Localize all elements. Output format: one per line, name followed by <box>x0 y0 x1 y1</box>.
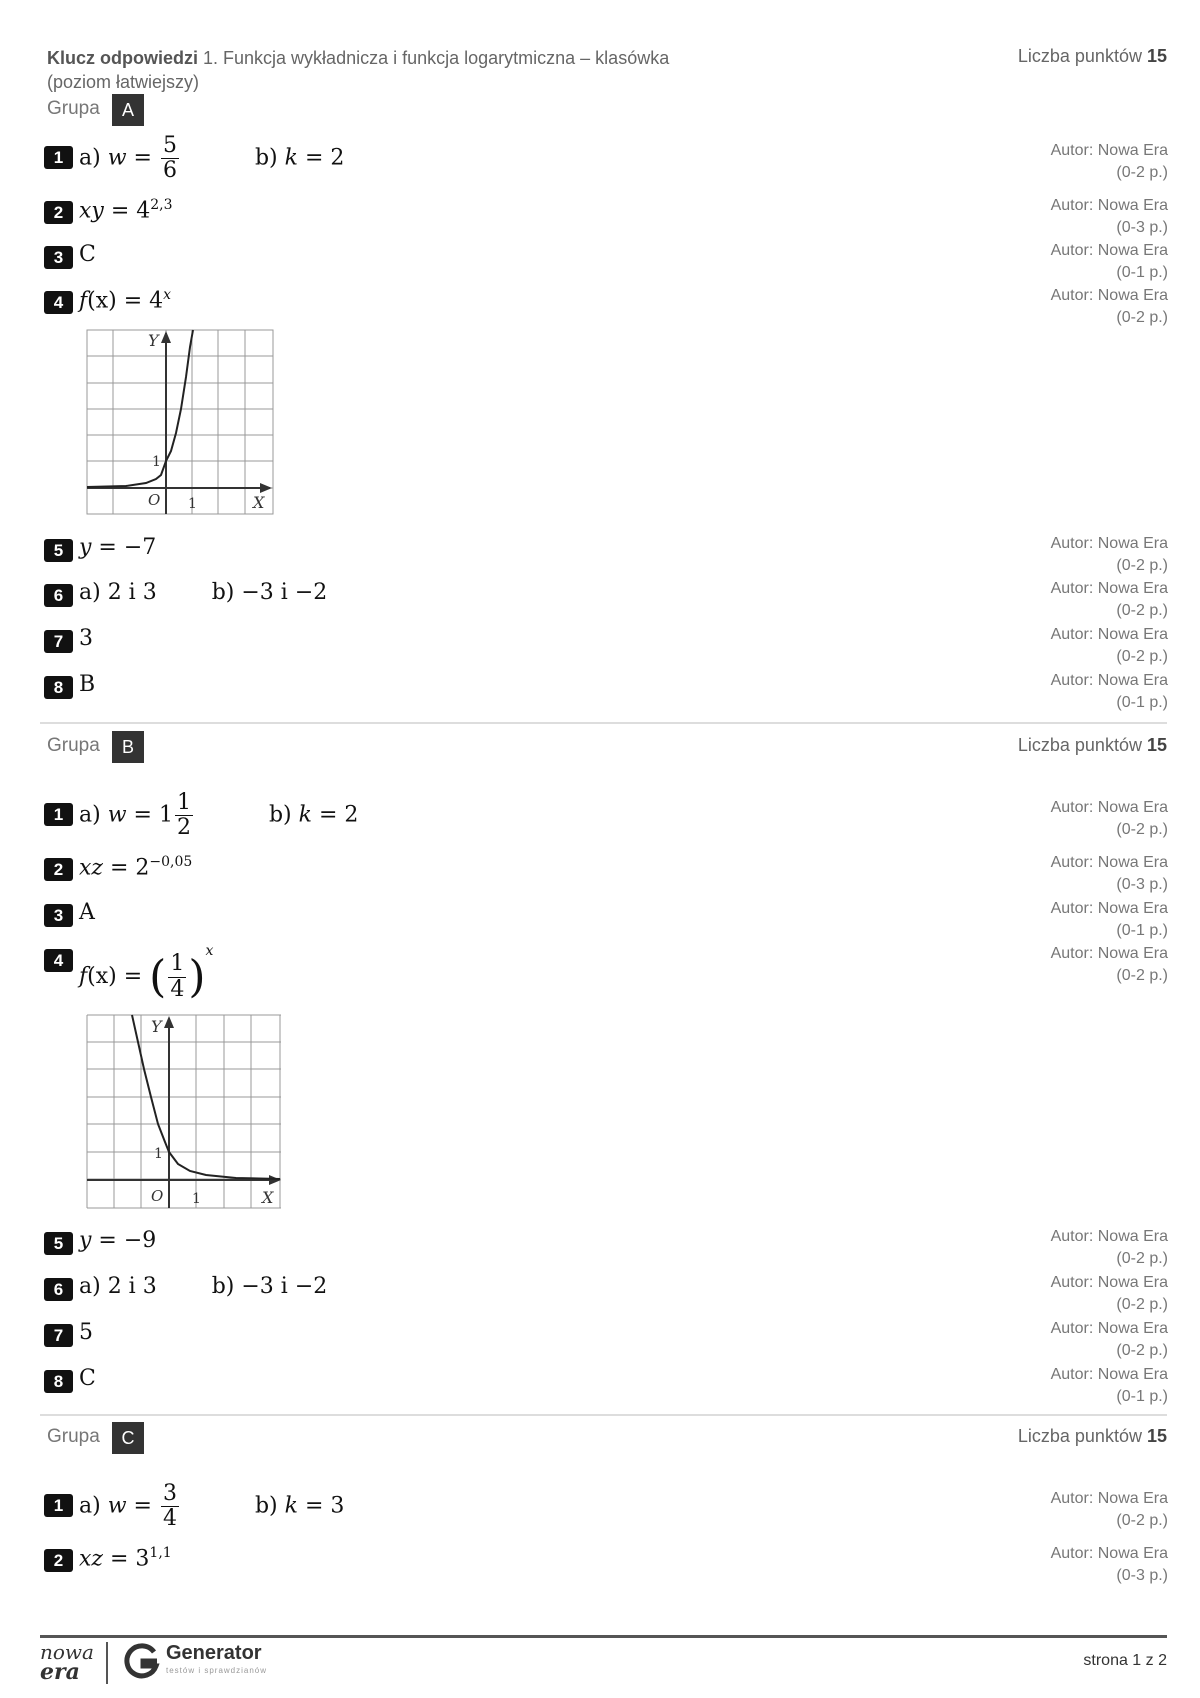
graph-one-y: 1 <box>154 1146 163 1162</box>
group-label: Grupa <box>47 1426 100 1447</box>
footer-separator <box>106 1642 108 1684</box>
document-header <box>47 46 1167 94</box>
task-answer: a) w = $\frac{5}{6}$ b) k = 2 <box>79 133 345 184</box>
task-meta: Autor: Nowa Era (0-2 p.) <box>1050 1228 1168 1267</box>
group-letter-badge: B <box>112 731 144 763</box>
generator-logo-icon <box>121 1642 161 1682</box>
page-number: strona 1 z 2 <box>1083 1652 1167 1669</box>
task-number: 4 <box>44 291 73 314</box>
group-letter-badge: C <box>112 1422 144 1454</box>
task-answer: f(x) = ( $\frac{1}{4}$ )$^x$ <box>79 943 214 1003</box>
document-title <box>47 46 727 94</box>
task-answer: xz = $3^{1,1}$ <box>79 1545 172 1572</box>
task-answer: C <box>79 242 96 267</box>
section-divider <box>40 722 1167 724</box>
nowa-era-logo: nowa era <box>40 1640 94 1685</box>
task-meta: Autor: Nowa Era (0-2 p.) <box>1050 626 1168 665</box>
group-a-header <box>47 94 1167 126</box>
task-meta: Autor: Nowa Era (0-2 p.) <box>1050 287 1168 326</box>
task-meta: Autor: Nowa Era (0-1 p.) <box>1050 1366 1168 1405</box>
task-number: 8 <box>44 676 73 699</box>
task-answer: $f(x) = 4^x$ <box>79 287 172 314</box>
task-meta: Autor: Nowa Era (0-2 p.) <box>1050 1320 1168 1359</box>
generator-brand-sub: testów i sprawdzianów <box>166 1666 268 1675</box>
task-answer: C <box>79 1366 96 1391</box>
graph-origin: O <box>151 1187 164 1205</box>
graph-one-y: 1 <box>152 454 161 470</box>
task-number: 2 <box>44 1549 73 1572</box>
group-label: Grupa <box>47 735 100 756</box>
task-meta: Autor: Nowa Era (0-2 p.) <box>1050 535 1168 574</box>
task-number: 3 <box>44 904 73 927</box>
task-number: 8 <box>44 1370 73 1393</box>
group-points: Liczba punktów 15 <box>1017 1426 1167 1446</box>
task-meta: Autor: Nowa Era (0-1 p.) <box>1050 900 1168 939</box>
task-answer: B <box>79 672 96 697</box>
graph-y-label: Y <box>148 331 159 350</box>
task-number: 7 <box>44 630 73 653</box>
task-number: 5 <box>44 1232 73 1255</box>
total-points: Liczba punktów 15 <box>1017 46 1167 66</box>
task-meta: Autor: Nowa Era (0-2 p.) <box>1050 799 1168 838</box>
title-bold: Klucz odpowiedzi <box>47 48 198 68</box>
title-rest: 1. Funkcja wykładnicza i funkcja logarytmiczna – klasówka (poziom łatwiejszy) <box>47 48 670 92</box>
task-number: 2 <box>44 201 73 224</box>
group-c-header <box>47 1422 1167 1454</box>
graph-exp-decay <box>86 1014 282 1210</box>
graph-one-x: 1 <box>192 1191 201 1207</box>
task-number: 1 <box>44 146 73 169</box>
task-meta: Autor: Nowa Era (0-1 p.) <box>1050 672 1168 711</box>
task-meta: Autor: Nowa Era (0-1 p.) <box>1050 242 1168 281</box>
task-answer: A <box>79 900 95 925</box>
task-meta: Autor: Nowa Era (0-2 p.) <box>1050 1274 1168 1313</box>
task-meta: Autor: Nowa Era (0-2 p.) <box>1050 1490 1168 1529</box>
section-divider <box>40 1414 1167 1416</box>
task-number: 6 <box>44 1278 73 1301</box>
task-number: 3 <box>44 246 73 269</box>
generator-brand: Generator <box>166 1642 262 1664</box>
task-number: 4 <box>44 949 73 972</box>
task-meta: Autor: Nowa Era (0-2 p.) <box>1050 580 1168 619</box>
graph-y-label: Y <box>151 1017 162 1036</box>
task-answer: y = −9 <box>79 1228 157 1253</box>
task-meta: Autor: Nowa Era (0-3 p.) <box>1050 854 1168 893</box>
group-points: Liczba punktów 15 <box>1017 735 1167 755</box>
task-meta: Autor: Nowa Era (0-2 p.) <box>1050 945 1168 984</box>
task-answer: xz = $2^{-0,05}$ <box>79 854 193 881</box>
task-meta: Autor: Nowa Era (0-3 p.) <box>1050 1545 1168 1584</box>
group-letter-badge: A <box>112 94 144 126</box>
footer-divider <box>40 1635 1167 1638</box>
task-answer: xy = $4^{2,3}$ <box>79 197 173 224</box>
task-answer: a) w = $\frac{3}{4}$ b) k = 3 <box>79 1481 345 1532</box>
task-answer: 3 <box>79 626 93 651</box>
group-b-header <box>47 731 1167 763</box>
task-number: 1 <box>44 803 73 826</box>
graph-origin: O <box>148 491 161 509</box>
graph-x-label: X <box>262 1188 274 1207</box>
group-label: Grupa <box>47 98 100 119</box>
task-answer: a) 2 i 3 b) −3 i −2 <box>79 580 328 605</box>
task-number: 1 <box>44 1494 73 1517</box>
task-meta: Autor: Nowa Era (0-2 p.) <box>1050 142 1168 181</box>
task-meta: Autor: Nowa Era (0-3 p.) <box>1050 197 1168 236</box>
graph-exp-growth <box>86 329 276 517</box>
task-number: 2 <box>44 858 73 881</box>
task-answer: 5 <box>79 1320 93 1345</box>
task-answer: a) 2 i 3 b) −3 i −2 <box>79 1274 328 1299</box>
graph-x-label: X <box>253 493 265 512</box>
graph-one-x: 1 <box>188 496 197 512</box>
task-number: 7 <box>44 1324 73 1347</box>
task-answer: y = −7 <box>79 535 157 560</box>
task-number: 5 <box>44 539 73 562</box>
task-answer: a) w = 1 $\frac{1}{2}$ b) k = 2 <box>79 790 359 841</box>
task-number: 6 <box>44 584 73 607</box>
